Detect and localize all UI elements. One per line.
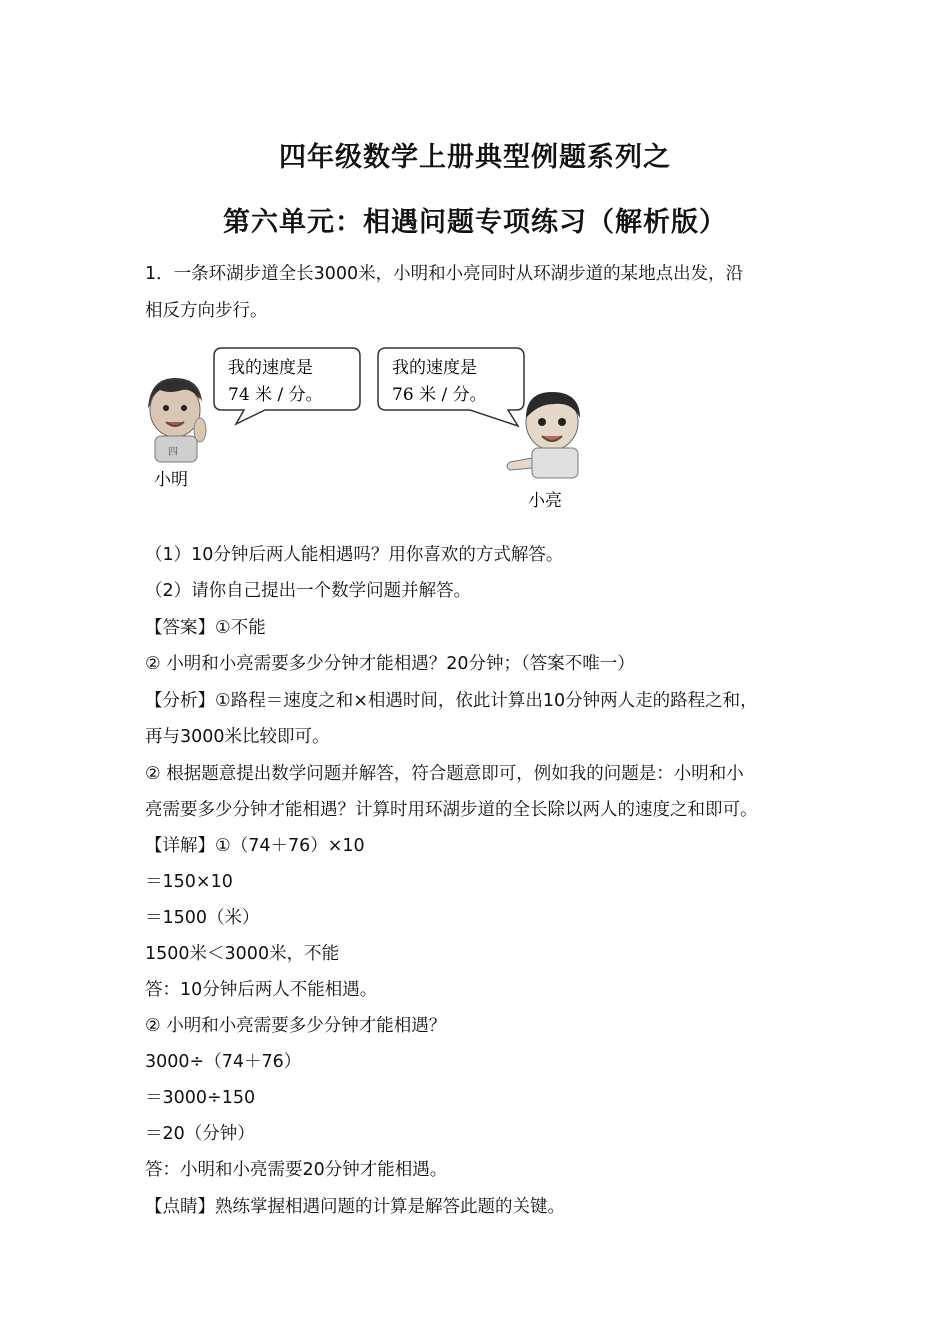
analysis-line-2: 再与3000米比较即可。 [145,727,330,747]
sub-question-2: （2）请你自己提出一个数学问题并解答。 [145,581,472,601]
answer-line-2: ② 小明和小亮需要多少分钟才能相遇？20分钟；（答案不唯一） [145,654,635,674]
analysis-line-4: 亮需要多少分钟才能相遇？计算时用环湖步道的全长除以两人的速度之和即可。 [145,800,758,820]
detail-line-1: 【详解】①（74＋76）×10 [145,836,365,856]
document-subtitle: 第六单元：相遇问题专项练习（解析版） [223,207,727,238]
bubble-right-line2: 76 米 / 分。 [392,385,487,405]
answer-line: 【答案】①不能 [145,618,266,638]
detail-line-3: ＝1500（米） [145,908,260,928]
question-text-line1: 1．一条环湖步道全长3000米，小明和小亮同时从环湖步道的某地点出发，沿 [145,264,744,284]
detail-line-4: 1500米＜3000米，不能 [145,944,340,964]
detail-line-6: ② 小明和小亮需要多少分钟才能相遇？ [145,1016,447,1036]
detail-line-9: ＝20（分钟） [145,1124,255,1144]
question-text-line2: 相反方向步行。 [145,301,268,321]
bubble-right-line1: 我的速度是 [392,358,477,378]
analysis-line-3: ② 根据题意提出数学问题并解答，符合题意即可，例如我的问题是：小明和小 [145,764,744,784]
document-title: 四年级数学上册典型例题系列之 [279,142,671,173]
speech-bubble-right [378,348,524,426]
analysis-line-1: 【分析】①路程＝速度之和×相遇时间，依此计算出10分钟两人走的路程之和， [145,691,758,711]
boy-xiaoming-figure [148,378,206,462]
bubble-left-line2: 74 米 / 分。 [228,385,323,405]
name-label-xiaoming: 小明 [154,470,188,490]
detail-line-10: 答：小明和小亮需要20分钟才能相遇。 [145,1160,448,1180]
key-point-line: 【点睛】熟练掌握相遇问题的计算是解答此题的关键。 [145,1197,565,1217]
svg-text:四: 四 [168,447,178,458]
name-label-xiaoliang: 小亮 [528,491,562,511]
detail-line-7: 3000÷（74＋76） [145,1052,302,1072]
detail-line-5: 答：10分钟后两人不能相遇。 [145,980,378,1000]
illustration [140,340,600,520]
speech-bubble-left [214,348,360,424]
sub-question-1: （1）10分钟后两人能相遇吗？用你喜欢的方式解答。 [145,545,564,565]
bubble-left-line1: 我的速度是 [228,358,313,378]
detail-line-2: ＝150×10 [145,872,233,892]
detail-line-8: ＝3000÷150 [145,1088,256,1108]
